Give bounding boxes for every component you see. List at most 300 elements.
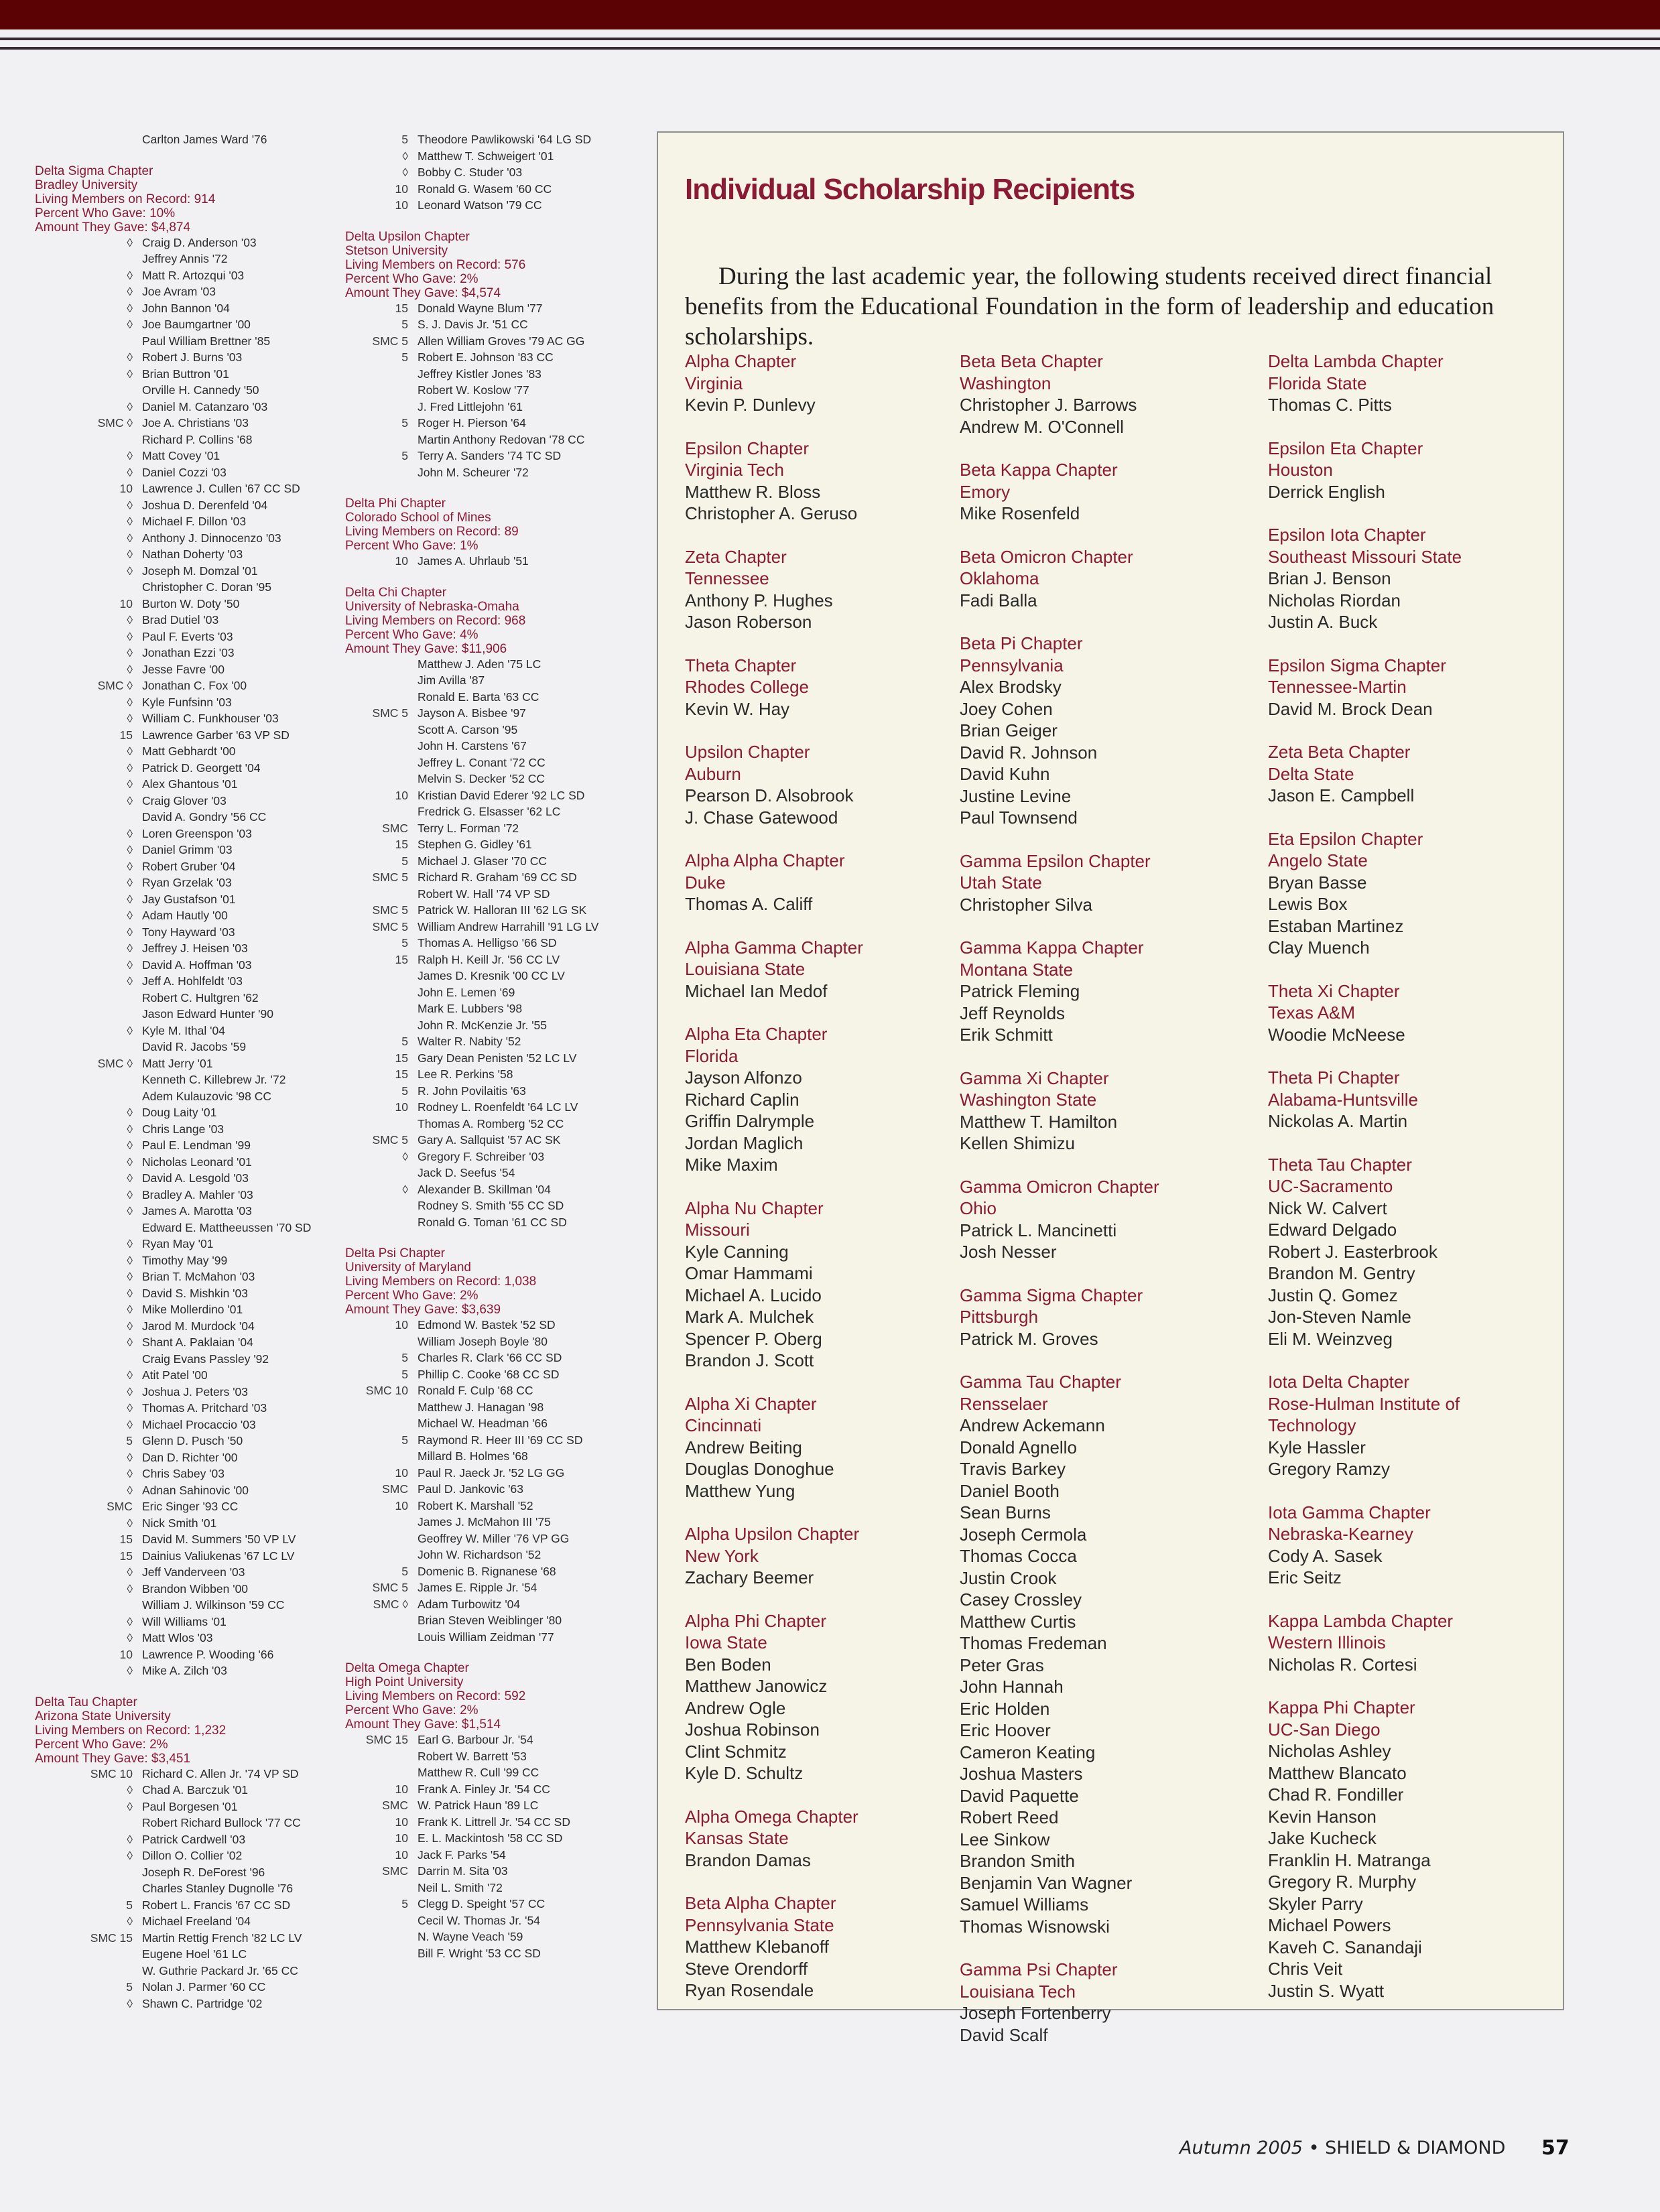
donor-marker: 5 [126,1898,133,1912]
donor-marker: ◊ [127,1303,133,1316]
donor-marker: ◊ [127,1565,133,1579]
donor-row [35,1564,316,1581]
donor-row [35,1268,316,1285]
donor-row [35,1449,316,1466]
donor-marker: ◊ [127,1631,133,1644]
scholarship-chapter-group [960,1371,1241,1937]
scholarship-chapter-name: Eta Epsilon Chapter [1268,828,1423,849]
scholarship-school: Louisiana Tech [960,1981,1076,2002]
donor-name: Millard B. Holmes '68 [418,1449,528,1463]
chapter-list [345,230,640,1962]
donor-marker: ◊ [127,285,133,298]
donor-marker: ◊ [127,1384,133,1398]
donor-name: Patrick Cardwell '03 [142,1832,246,1846]
scholarship-recipient: Anthony P. Hughes [685,590,833,610]
donor-marker: SMC ◊ [97,679,133,692]
donor-marker [345,432,418,448]
donor-name: Shant A. Paklaian '04 [142,1336,253,1349]
scholarship-recipient: Skyler Parry [1268,1893,1363,1914]
scholarship-recipient: Christopher Silva [960,894,1092,915]
donor-row [345,1847,640,1864]
donor-name: Darrin M. Sita '03 [418,1864,508,1878]
donor-name: Robert L. Francis '67 CC SD [142,1898,291,1912]
donor-name: David M. Summers '50 VP LV [142,1533,296,1546]
donor-name: John Bannon '04 [142,301,230,315]
donor-row [35,760,316,777]
scholarship-recipient: Kyle Hassler [1268,1437,1366,1457]
donor-marker [345,1912,418,1929]
donor-name: N. Wayne Veach '59 [418,1930,523,1943]
donor-row [345,349,640,366]
donor-name: Roger H. Pierson '64 [418,416,526,430]
amount-gave: Amount They Gave: $4,574 [345,285,501,300]
donor-row [345,1612,640,1629]
donor-name: Jonathan Ezzi '03 [142,646,235,659]
donor-row [345,1000,640,1017]
donor-marker: 15 [395,1067,408,1081]
scholarship-recipient: Justin Crook [960,1567,1057,1588]
scholarship-recipient: Matthew Curtis [960,1611,1076,1632]
donor-row [35,513,316,530]
donor-name: David A. Gondry '56 CC [142,810,267,824]
scholarship-recipient: Jon-Steven Namle [1268,1307,1411,1327]
donor-marker: ◊ [127,1483,133,1497]
donor-row [345,415,640,432]
scholarship-school: Ohio [960,1198,997,1218]
donor-name: Alex Ghantous '01 [142,777,238,791]
donor-name: Jeffrey L. Conant '72 CC [418,755,546,769]
scholarship-recipient: Thomas Cocca [960,1546,1077,1566]
donor-row [35,710,316,727]
donor-row [345,1929,640,1945]
scholarship-chapter-group [960,459,1241,525]
scholarship-recipient: Casey Crossley [960,1589,1082,1610]
donor-row [35,1766,316,1782]
donor-marker: ◊ [127,1122,133,1136]
scholarship-school: Cincinnati [685,1415,762,1435]
donor-marker: ◊ [402,149,408,163]
donor-name: Paul F. Everts '03 [142,629,233,643]
scholarship-school: Montana State [960,959,1074,980]
scholarship-school: Rensselaer [960,1393,1048,1414]
donor-name: Stephen G. Gidley '61 [418,838,532,851]
donor-marker: ◊ [127,268,133,282]
donor-marker [345,984,418,1001]
donor-marker: ◊ [127,498,133,512]
donor-row [35,480,316,497]
scholarship-recipient: Christopher J. Barrows [960,395,1137,415]
scholarship-recipient: Justin A. Buck [1268,612,1378,632]
donor-marker: SMC 15 [365,1733,408,1746]
donor-marker: 5 [401,416,408,430]
donor-row [35,1963,316,1979]
donor-name: Lawrence J. Cullen '67 CC SD [142,482,300,495]
scholarship-recipient: Nicholas R. Cortesi [1268,1654,1417,1675]
donor-row [345,869,640,886]
donor-row [345,1366,640,1383]
donor-row [345,853,640,870]
donor-marker [35,1880,142,1897]
scholarship-chapter-group [1268,438,1549,503]
donor-row [35,1548,316,1565]
donor-row [345,1099,640,1116]
donor-name: Paul D. Jankovic '63 [418,1482,524,1496]
donor-row [345,1448,640,1465]
donor-name: Allen William Groves '79 AC GG [418,334,585,348]
scholarship-recipient: Omar Hammami [685,1263,813,1283]
donor-row [345,1514,640,1531]
donor-name: William J. Wilkinson '59 CC [142,1598,285,1612]
donor-marker [35,809,142,826]
donor-name: Matt Wlos '03 [142,1631,213,1644]
donor-name: Charles Stanley Dugnolle '76 [142,1882,294,1895]
donor-row [35,1334,316,1351]
donor-row [345,1050,640,1067]
donor-name: Michael J. Glaser '70 CC [418,854,547,868]
donor-marker: ◊ [127,515,133,528]
donor-marker: ◊ [127,1664,133,1677]
donor-row [345,1629,640,1646]
donor-name: Gregory F. Schreiber '03 [418,1149,545,1163]
donor-name: Jason Edward Hunter '90 [142,1007,273,1021]
scholarship-recipient: Patrick L. Mancinetti [960,1220,1117,1240]
scholarship-chapter-name: Alpha Nu Chapter [685,1197,824,1218]
donor-row [35,382,316,399]
donor-name: Jack F. Parks '54 [418,1847,506,1862]
donor-name: Rodney L. Roenfeldt '64 LC LV [418,1100,578,1114]
donor-name: Ryan May '01 [142,1237,214,1250]
donor-row [345,1732,640,1748]
donor-marker [35,1006,142,1023]
percent-gave: Percent Who Gave: 2% [35,1737,168,1752]
donor-name: Chris Sabey '03 [142,1467,225,1480]
donor-marker: ◊ [127,1368,133,1382]
donor-name: Thomas A. Pritchard '03 [142,1401,267,1415]
amount-gave: Amount They Gave: $3,451 [35,1751,191,1766]
donor-marker [35,1946,142,1963]
donor-name: Jonathan C. Fox '00 [142,679,247,692]
donor-name: Shawn C. Partridge '02 [142,1996,263,2010]
donor-name: Daniel Cozzi '03 [142,465,227,479]
donor-marker [345,1399,418,1416]
donor-marker: ◊ [127,859,133,873]
donor-name: Melvin S. Decker '52 CC [418,772,546,785]
chapter-name: Delta Chi Chapter [345,585,447,600]
donor-marker: 5 [401,449,408,462]
donor-name: Joe Baumgartner '00 [142,318,251,331]
donor-marker: ◊ [127,777,133,791]
donor-name: James A. Marotta '03 [142,1204,252,1218]
page-number: 57 [1541,2136,1570,2160]
donor-row [35,316,316,333]
scholarship-chapter-group [1268,1610,1549,1676]
donor-row [35,1597,316,1614]
donor-name: Matt Gebhardt '00 [142,744,236,758]
donor-row [35,432,316,448]
donor-marker: 10 [395,1466,408,1480]
donor-marker [345,886,418,903]
scholarship-recipient: Thomas Wisnowski [960,1916,1110,1937]
donor-marker: ◊ [127,1204,133,1218]
donor-name: Eric Singer '93 CC [142,1500,239,1513]
donor-name: Joseph M. Domzal '01 [142,564,258,578]
donor-name: Terry L. Forman '72 [418,821,519,835]
donor-row [345,181,640,198]
scholarship-school: Western Illinois [1268,1632,1386,1652]
donor-marker [35,432,142,448]
donor-name: Joe A. Christians '03 [142,416,249,430]
donor-name: Glenn D. Pusch '50 [142,1434,243,1447]
donor-name: Patrick D. Georgett '04 [142,761,261,775]
donor-row [35,1367,316,1384]
donor-name: Jeffrey Kistler Jones '83 [418,367,541,381]
scholarship-school: Washington State [960,1090,1097,1110]
scholarship-recipient: Clay Muench [1268,937,1370,958]
scholarship-recipient: David Kuhn [960,764,1050,784]
donor-row [345,1333,640,1350]
donor-marker: ◊ [127,1832,133,1846]
donor-marker: 15 [119,1533,133,1546]
donor-marker: ◊ [127,892,133,906]
scholarship-chapter-name: Gamma Sigma Chapter [960,1285,1143,1305]
donor-marker: ◊ [127,1996,133,2010]
donor-marker: ◊ [127,876,133,889]
scholarship-recipient: Pearson D. Alsobrook [685,785,854,805]
donor-marker: ◊ [127,399,133,413]
scholarship-chapter-group [960,546,1241,612]
scholarship-recipient: Jeff Reynolds [960,1002,1066,1023]
donor-marker: 5 [401,854,408,868]
donor-marker [345,1929,418,1945]
page-footer [1179,2138,1505,2158]
scholarship-recipient: Lee Sinkow [960,1829,1050,1849]
scholarship-recipient: Kaveh C. Sanandaji [1268,1937,1422,1957]
scholarship-chapter-group [1268,1697,1549,2002]
chapter-header [35,1695,316,1766]
donor-name: Clegg D. Speight '57 CC [418,1897,546,1910]
donor-marker: ◊ [127,958,133,972]
scholarship-recipient: Nicholas Ashley [1268,1741,1391,1761]
scholarship-recipient: Robert J. Easterbrook [1268,1241,1438,1262]
amount-gave: Amount They Gave: $11,906 [345,641,507,656]
donor-name: R. John Povilaitis '63 [418,1084,526,1098]
scholarship-recipient: Kellen Shimizu [960,1133,1075,1153]
scholarship-school: Virginia Tech [685,460,784,480]
donor-name: William Andrew Harrahill '91 LG LV [418,919,599,933]
scholarship-recipient: Clint Schmitz [685,1741,787,1762]
scholarship-recipient: Eric Holden [960,1698,1050,1719]
donor-marker: SMC 10 [365,1384,408,1397]
donor-marker: 10 [395,1815,408,1829]
scholarship-recipient: Gregory R. Murphy [1268,1872,1417,1892]
donor-name: Robert W. Koslow '77 [418,383,529,397]
donor-name: Joseph R. DeForest '96 [142,1865,265,1879]
scholarship-recipient: Jason Roberson [685,612,812,632]
donor-marker [345,689,418,706]
chapter-school: Bradley University [35,178,138,192]
scholarship-recipient: Andrew M. O'Connell [960,416,1124,437]
chapter-school: Colorado School of Mines [345,511,491,525]
scholarship-chapter-name: Gamma Kappa Chapter [960,937,1144,958]
donor-row [345,1465,640,1482]
donor-marker: 5 [401,1433,408,1447]
donor-name: Adem Kulauzovic '98 CC [142,1089,272,1103]
scholarship-recipient: Ryan Rosendale [685,1980,814,2000]
donor-name: Kenneth C. Killebrew Jr. '72 [142,1073,286,1086]
donor-row [35,1088,316,1105]
donor-row [35,1880,316,1897]
donor-name: James D. Kresnik '00 CC LV [418,969,565,982]
donor-marker: SMC 15 [90,1931,133,1945]
donor-name: Rodney S. Smith '55 CC SD [418,1199,564,1212]
donor-name: Kristian David Ederer '92 LC SD [418,788,585,802]
donor-row [345,919,640,935]
donor-row [35,1071,316,1088]
donor-marker: 5 [401,133,408,146]
scholarship-recipient: Matthew Yung [685,1480,795,1501]
donor-marker [35,1220,142,1236]
donor-row [35,563,316,580]
donor-name: Loren Greenspon '03 [142,826,252,840]
scholarship-school: Angelo State [1268,850,1368,870]
scholarship-recipient: Cody A. Sasek [1268,1545,1383,1566]
amount-gave: Amount They Gave: $1,514 [345,1717,501,1732]
scholarship-chapter-name: Beta Omicron Chapter [960,546,1133,567]
donor-row [345,300,640,317]
donor-name: Thomas A. Romberg '52 CC [418,1116,564,1130]
chapter-header [345,1661,640,1732]
donor-row [35,776,316,793]
scholarship-school: UC-Sacramento [1268,1176,1393,1196]
donor-name: Neil L. Smith '72 [418,1880,503,1894]
donor-name: Timothy May '99 [142,1253,228,1267]
donor-marker [345,464,418,481]
donor-name: Kyle M. Ithal '04 [142,1023,225,1037]
scholarship-chapter-name: Iota Delta Chapter [1268,1372,1410,1392]
donor-marker: SMC 5 [372,1133,408,1147]
donor-name: Craig Evans Passley '92 [142,1352,269,1366]
donor-row [35,1170,316,1187]
donor-row [345,1531,640,1547]
scholarship-recipient: Fadi Balla [960,590,1037,610]
donor-row [35,1897,316,1914]
donor-name: Will Williams '01 [142,1614,227,1628]
donor-name: David A. Hoffman '03 [142,958,252,972]
scholarship-chapter-name: Beta Pi Chapter [960,633,1083,653]
donor-marker: 10 [395,1831,408,1845]
donor-row [35,694,316,711]
donor-name: Joe Avram '03 [142,285,216,298]
percent-gave: Percent Who Gave: 2% [345,1289,478,1303]
scholarship-recipient: Josh Nesser [960,1242,1057,1262]
donor-row [345,1563,640,1580]
living-members: Living Members on Record: 914 [35,192,216,206]
donor-name: John M. Scheurer '72 [418,465,529,479]
donor-name: Lawrence Garber '63 VP SD [142,728,290,742]
scholarship-recipient: Lewis Box [1268,894,1348,914]
donor-name: Dillon O. Collier '02 [142,1849,243,1862]
scholarship-chapter-group [1268,1502,1549,1589]
donor-name: Ronald G. Wasem '60 CC [418,182,552,196]
scholarship-chapter-group [960,1959,1241,2046]
donor-marker [345,399,418,415]
scholarship-recipient: Jordan Maglich [685,1132,804,1153]
donor-row [345,1498,640,1514]
donor-row [345,1350,640,1366]
scholarship-school: Southeast Missouri State [1268,546,1462,567]
scholarship-recipient: Justin Q. Gomez [1268,1285,1398,1305]
donor-row [35,1318,316,1335]
donor-marker: ◊ [402,1182,408,1196]
donor-row [35,1913,316,1930]
donor-row [345,952,640,968]
donor-marker: ◊ [127,1286,133,1300]
donor-name: Matt R. Artozqui '03 [142,268,245,282]
scholarship-chapter-name: Gamma Psi Chapter [960,1959,1118,1979]
donor-row [35,399,316,415]
scholarship-column-3 [1268,350,1549,2023]
donor-row [35,1930,316,1947]
donor-row [345,399,640,415]
donor-row [35,1482,316,1499]
scholarship-recipient: Matthew Janowicz [685,1676,828,1696]
donor-marker: ◊ [127,793,133,807]
living-members: Living Members on Record: 1,038 [345,1275,537,1289]
scholarship-recipient: Steve Orendorff [685,1958,808,1979]
donor-row [35,235,316,251]
donor-marker: 10 [395,1318,408,1331]
donor-name: David R. Jacobs '59 [142,1040,247,1053]
scholarship-school: Rhodes College [685,677,810,697]
donor-row [35,497,316,514]
chapter-name: Delta Tau Chapter [35,1695,137,1709]
donor-row [345,1863,640,1880]
percent-gave: Percent Who Gave: 2% [345,1703,478,1717]
donor-marker: ◊ [127,547,133,561]
scholarship-recipient: Samuel Williams [960,1894,1089,1914]
donor-name: Donald Wayne Blum '77 [418,301,543,315]
scholarship-chapter-group [1268,1154,1549,1350]
scholarship-recipient: Thomas C. Pitts [1268,395,1392,415]
donor-name: Jeffrey Annis '72 [142,252,228,265]
donor-row [35,1466,316,1482]
donor-row [345,902,640,919]
donor-name: Brandon Wibben '00 [142,1581,249,1596]
donor-name: Richard P. Collins '68 [142,432,253,446]
scholarship-recipient: Eli M. Weinzveg [1268,1328,1393,1349]
donor-marker [345,803,418,820]
donor-row [35,858,316,875]
donor-marker: ◊ [127,465,133,479]
scholarship-recipient: J. Chase Gatewood [685,807,838,828]
donor-name: Adam Hautly '00 [142,909,228,922]
scholarship-chapter-name: Gamma Tau Chapter [960,1372,1121,1392]
donor-marker: 5 [401,350,408,364]
donor-row [35,415,316,432]
donor-row [345,820,640,837]
scholarship-chapter-group [960,937,1241,1046]
scholarship-recipient: Richard Caplin [685,1089,800,1110]
scholarship-chapter-group [960,633,1241,829]
living-members: Living Members on Record: 89 [345,525,519,539]
donor-name: Brian T. McMahon '03 [142,1270,255,1283]
scholarship-chapter-name: Epsilon Eta Chapter [1268,438,1423,458]
publication-name: SHIELD & DIAMOND [1325,2138,1506,2158]
scholarship-panel [657,131,1564,2045]
donor-marker: ◊ [127,662,133,676]
scholarship-school: Emory [960,481,1011,502]
scholarship-recipient: Joseph Fortenberry [960,2003,1111,2023]
